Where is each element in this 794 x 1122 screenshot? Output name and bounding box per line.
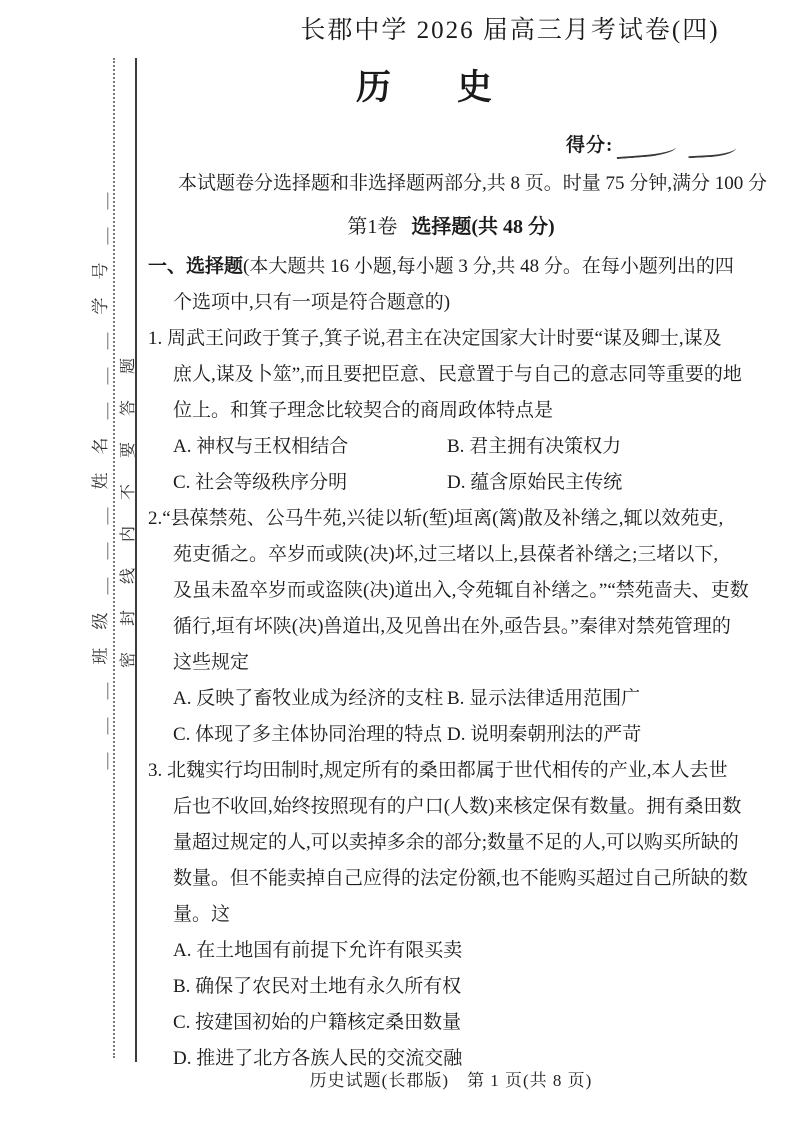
question-3-number: 3. xyxy=(148,760,163,781)
question-3 xyxy=(148,753,754,1077)
question-3-line: 量超过规定的人,可以卖掉多余的部分;数量不足的人,可以购买所缺的 xyxy=(173,832,739,853)
question-1-options-row xyxy=(148,465,754,501)
question-2-line: 苑吏循之。卒岁而或陕(决)坏,过三堵以上,县葆者补缮之;三堵以下, xyxy=(173,544,719,565)
question-3-option-b: B. 确保了农民对土地有永久所有权 xyxy=(173,976,462,997)
question-1 xyxy=(148,321,754,501)
question-3-line: 后也不收回,始终按照现有的户口(人数)来核定保有数量。拥有桑田数 xyxy=(173,796,742,817)
question-2-line: 2.“县葆禁苑、公马牛苑,兴徒以斩(堑)垣离(篱)散及补缮之,辄以效苑吏, xyxy=(148,508,724,529)
page-footer: 历史试题(长郡版) 第 1 页(共 8 页) xyxy=(309,1071,593,1090)
section-one-label: 一、选择题 xyxy=(148,256,244,277)
part1-heading xyxy=(148,210,754,239)
question-2-option-b: B. 显示法律适用范围广 xyxy=(447,688,641,709)
question-1-option-c: C. 社会等级秩序分明 xyxy=(173,472,348,493)
question-3-option-c: C. 按建国初始的户籍核定桑田数量 xyxy=(173,1012,462,1033)
question-1-options-row xyxy=(148,429,754,465)
question-2-number: 2. xyxy=(148,508,163,529)
score-block xyxy=(566,131,736,157)
question-2-line: 及虽未盈卒岁而或盗陕(决)道出入,令苑辄自补缮之。”“禁苑啬夫、吏数 xyxy=(173,580,749,601)
exam-header-title: 长郡中学 2026 届高三月考试卷(四) xyxy=(300,17,720,44)
question-3-option-d: D. 推进了北方各族人民的交流交融 xyxy=(173,1048,463,1069)
question-2-line: 这些规定 xyxy=(173,652,250,673)
subject-title: 历史 xyxy=(356,68,559,107)
question-1-option-d: D. 蕴含原始民主传统 xyxy=(447,472,623,493)
exam-info-line: 本试题卷分选择题和非选择题两部分,共 8 页。时量 75 分钟,满分 100 分 xyxy=(178,173,768,194)
part1-title: 选择题(共 48 分) xyxy=(411,216,555,238)
question-1-number: 1. xyxy=(148,328,163,349)
question-3-line: 量。这 xyxy=(173,904,231,925)
seal-solid-line xyxy=(135,58,137,1062)
question-3-line: 3. 北魏实行均田制时,规定所有的桑田都属于世代相传的产业,本人去世 xyxy=(148,760,728,781)
student-info-fields: ＿＿＿班级＿＿＿姓名＿＿＿学号＿＿ xyxy=(91,174,110,770)
question-1-line: 位上。和箕子理念比较契合的商周政体特点是 xyxy=(173,400,554,421)
question-1-option-b: B. 君主拥有决策权力 xyxy=(447,436,622,457)
section-one-heading xyxy=(148,249,754,285)
seal-note-text: 密封线内不要答题 xyxy=(120,332,137,669)
question-3-option-a: A. 在土地国有前提下允许有限买卖 xyxy=(173,940,463,961)
question-2-line: 循行,垣有坏陕(决)兽道出,及见兽出在外,亟告县。”秦律对禁苑管理的 xyxy=(173,616,731,637)
question-2-option-d: D. 说明秦朝刑法的严苛 xyxy=(447,724,642,745)
question-1-option-a: A. 神权与王权相结合 xyxy=(173,436,349,457)
question-2-option-c: C. 体现了多主体协同治理的特点 xyxy=(173,724,443,745)
question-2-option-a: A. 反映了畜牧业成为经济的支柱 xyxy=(173,688,444,709)
score-blank-line-1 xyxy=(616,135,677,159)
question-2-options-row xyxy=(148,717,754,753)
section-one-desc-line1: (本大题共 16 小题,每小题 3 分,共 48 分。在每小题列出的四 xyxy=(243,256,734,277)
section-one-desc-line2: 个选项中,只有一项是符合题意的) xyxy=(173,292,451,313)
part1-volume-label: 第1卷 xyxy=(347,216,398,238)
question-2 xyxy=(148,501,754,753)
score-blank-line-2 xyxy=(688,136,737,158)
question-1-line: 庶人,谋及卜筮”,而且要把臣意、民意置于与自己的意志同等重要的地 xyxy=(173,364,742,385)
main-content xyxy=(148,249,754,1077)
score-label: 得分: xyxy=(566,135,614,156)
question-2-options-row xyxy=(148,681,754,717)
question-1-line: 1. 周武王问政于箕子,箕子说,君主在决定国家大计时要“谋及卿士,谋及 xyxy=(148,328,722,349)
question-3-line: 数量。但不能卖掉自己应得的法定份额,也不能购买超过自己所缺的数 xyxy=(173,868,748,889)
